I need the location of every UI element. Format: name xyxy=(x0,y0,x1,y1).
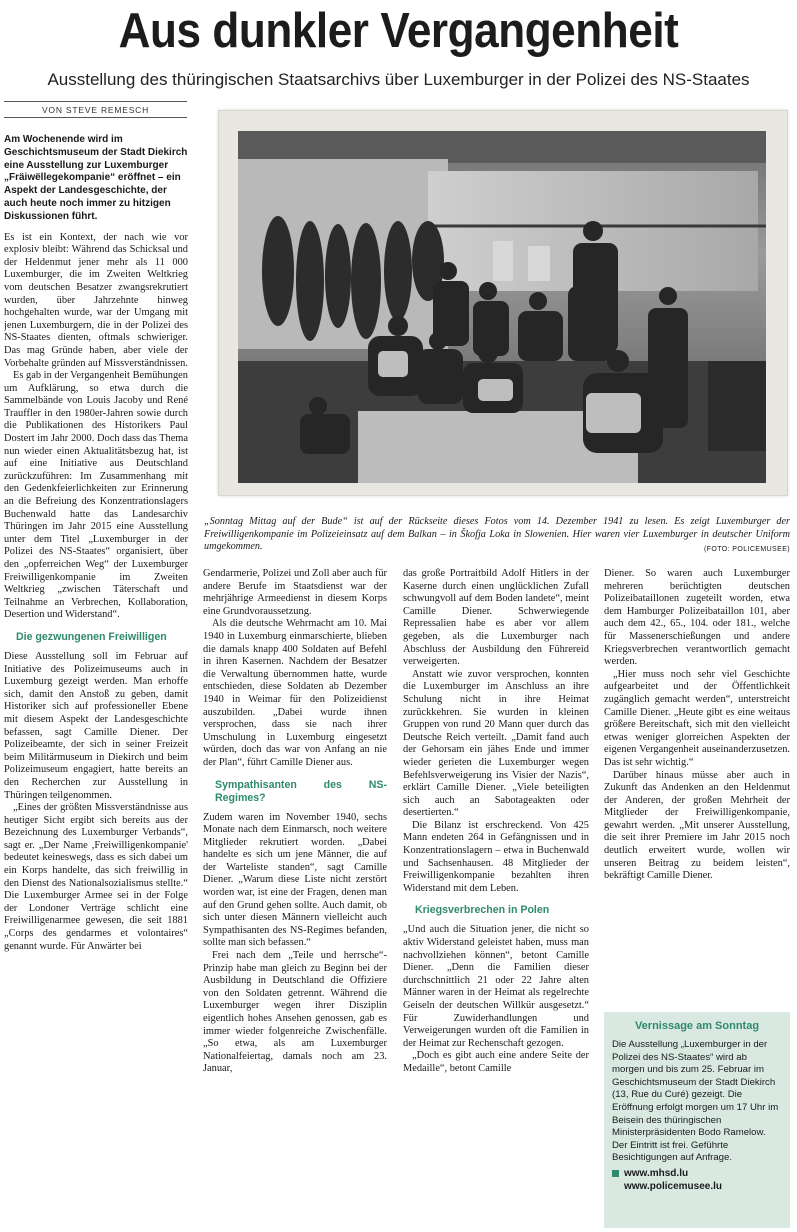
photo-caption xyxy=(204,516,790,557)
article-column-4 xyxy=(604,568,790,1008)
article-column-1 xyxy=(4,134,188,1228)
info-box-text: Die Ausstellung „Luxemburger in der Polizei des NS-Staates“ wird ab morgen und bis zum 25. Februar im Geschichtsmuseum der Stadt Diekirch (13, Rue du Curé) gezeigt. Die Eröffnung erfolgt morgen um 17 Uhr im Beisein des thüringischen Ministerpräsidenten Bodo Ramelow. Der Eintritt ist frei. Geführte Besichtigungen auf Anfrage. xyxy=(612,1039,779,1164)
paragraph: Es ist ein Kontext, der nach wie vor explosiv bleibt: Während das Schicksal und der Heldenmut jener mehr als 11 000 Luxemburger, die im Zweiten Weltkrieg vom deutschen Besatzer zwangsrekrutiert wurden, über Jahrzehnte hinweg hochgehalten wurde, war der Umgang mit jenen Luxemburgern, die in der Polizei des NS-Staates dienten, oftmals schwieriger. Das mag Gründe haben, aber viele der Vorbehalte gründen auf Missverständnissen. xyxy=(4,231,188,369)
paragraph: Gendarmerie, Polizei und Zoll aber auch für andere Berufe im Staatsdienst war der mehrjährige Armeedienst in diesem Korps eine Grundvoraussetzung. xyxy=(203,568,387,617)
link-policemusee[interactable] xyxy=(612,1180,782,1193)
section-heading: Die gezwungenen Freiwilligen xyxy=(16,630,167,643)
paragraph: Frei nach dem „Teile und herrsche“-Prinzip habe man gleich zu Beginn bei der Ausbildung in Deutschland die Offiziere von den Soldaten getrennt. Während die Luxemburger wegen ihrer Disziplin eigentlich hohes Ansehen genossen, gab es immer wieder folgenreiche Zwischenfälle. „So etwa, als am Luxemburger Nationalfeiertag, damals noch am 23. Januar, xyxy=(203,950,387,1075)
lead-paragraph: Am Wochenende wird im Geschichtsmuseum der Stadt Diekirch eine Ausstellung zur Luxemburger „Fräiwëllegekompanie“ eröffnet – ein Aspekt der Landesgeschichte, der auch heute noch immer zu hitzigen Diskussionen führt. xyxy=(4,134,188,222)
paragraph: „Und auch die Situation jener, die nicht so aktiv Widerstand geleistet haben, muss man nachvollziehen können“, betont Camille Diener. „Denn die Familien dieser durchschnittlich 21 oder 22 Jahre alten Männer waren in der Heimat als regelrechte Geiseln der deutschen Willkür ausgesetzt.“ Für Zuwiderhandlungen und Verweigerungen wurden oft die Familien in der Heimat zur Rechenschaft gezogen. xyxy=(403,924,589,1049)
photo-credit: (FOTO: POLICEMUSEE) xyxy=(703,546,790,554)
paragraph: Zudem waren im November 1940, sechs Monate nach dem Einmarsch, noch weitere Mitglieder rekrutiert worden. „Dabei handelte es sich um jene Männer, die auf der Warteliste standen“, sagt Camille Diener. „Warum diese Liste nicht zerstört worden war, ist eine der Fragen, denen man auf den Grund gehen sollte. Auch damit, ob sich unter diesen Männern vielleicht auch Sympathisanten des NS-Regimes befanden, sollte man sich befassen.“ xyxy=(203,811,387,949)
link-text: www.mhsd.lu xyxy=(624,1167,689,1179)
paragraph: das große Portraitbild Adolf Hitlers in der Kaserne durch einen unglücklichen Zufall schwungvoll auf dem Boden landete“, meint Camille Diener. Schwerwiegende Repressalien habe es aber vor allem gegeben, als die Luxemburger nach Abschluss der Ausbildung den Führereid verweigerten. xyxy=(403,568,589,668)
link-text: www.policemusee.lu xyxy=(624,1180,722,1192)
headline: Aus dunkler Vergangenheit xyxy=(118,4,679,58)
paragraph: „Hier muss noch sehr viel Geschichte aufgearbeitet und der Öffentlichkeit zugänglich gemacht werden“, unterstreicht Camille Diener. „Heute gibt es eine weitaus größere Bereitschaft, sich mit den vielleicht etwas weniger glorreichen Aspekten der eigenen Vergangenheit auseinanderzusetzen. Das ist sehr wichtig.“ xyxy=(604,668,790,768)
info-box-title: Vernissage am Sonntag xyxy=(634,1020,760,1032)
link-mhsd[interactable] xyxy=(612,1167,782,1180)
paragraph: Diener. So waren auch Luxemburger mehreren berüchtigten deutschen Polizeibataillonen zugeteilt worden, etwa dem Hamburger Polizeibataillon 101, aber auch dem 42., 65., 104. oder 181., welche für Massenerschießungen und andere Kriegsverbrechen verantwortlich gemacht werden. xyxy=(604,568,790,668)
paragraph: Darüber hinaus müsse aber auch in Zukunft das Andenken an den Heldenmut der Anderen, der großen Mehrheit der Mitglieder der Freiwilligenkompanie, gewahrt werden. „Mit unserer Ausstellung, die seit ihrer Premiere im Jahr 2015 noch deutlich erweitert wurde, wollen wir unseren Beitrag zu beidem leisten“, bekräftigt Camille Diener. xyxy=(604,769,790,882)
paragraph: Als die deutsche Wehrmacht am 10. Mai 1940 in Luxemburg einmarschierte, blieben die damals knapp 400 Soldaten auf Befehl in ihren Kasernen. Nachdem der Besatzer die Verwaltung übernommen hatte, wurde entschieden, diese Soldaten ab Dezember 1940 in Weimar für den Polizeidienst auszubilden. „Dabei wurde ihnen versprochen, dass sie nach ihrer Umschulung in Luxemburg eingesetzt würden, doch das war von Anfang an nie der Plan“, führt Camille Diener aus. xyxy=(203,618,387,768)
paragraph: „Doch es gibt auch eine andere Seite der Medaille“, betont Camille xyxy=(403,1050,589,1074)
subheadline: Ausstellung des thüringischen Staatsarchivs über Luxemburger in der Polizei des NS-Staates xyxy=(47,70,750,89)
paragraph: Anstatt wie zuvor versprochen, konnten die Luxemburger im Anschluss an ihre Schulung nicht in ihre Heimat zurückkehren. Sie wurden in kleinen Gruppen von rund 20 Mann quer durch das Deutsche Reich verteilt. „Damit fand auch der Gehorsam ein jähes Ende und immer wieder gerieten die Luxemburger wegen Befehlsverweigerung ins Visier der Nazis“, erklärt Camille Diener. „Viele beteiligten sich auch an Sabotageakten oder desertierten.“ xyxy=(403,668,589,819)
square-bullet-icon xyxy=(612,1170,619,1177)
caption-text: „Sonntag Mittag auf der Bude“ ist auf der Rückseite dieses Fotos vom 14. Dezember 1941 zu lesen. Es zeigt Luxemburger der Freiwilligenkompanie im Polizeieinsatz auf dem Balkan – in Škofja Loka in Slowenien. Hier waren vier Luxemburger in deutscher Uniform umgekommen. xyxy=(204,516,790,553)
byline: VON STEVE REMESCH xyxy=(4,101,187,118)
paragraph: Diese Ausstellung soll im Februar auf Initiative des Polizeimuseums auch in Luxemburg gezeigt werden. Man erhoffe sich, damit den Anstoß zu geben, damit Historiker sich auf professioneller Ebene mit diesem Aspekt der Landesgeschichte befassen, sagt Camille Diener. Der Polizeibeamte, der sich in seiner Freizeit beim Militärmuseum in Diekirch und beim Polizeimuseum engagiert, hatte bereits an den Recherchen zur Ausstellung in Thüringen teilgenommen. xyxy=(4,650,188,801)
article-column-2 xyxy=(203,568,387,1228)
section-heading: Kriegsverbrechen in Polen xyxy=(415,904,550,917)
historical-photo xyxy=(238,131,766,483)
paragraph: „Eines der größten Missverständnisse aus heutiger Sicht ergibt sich bereits aus der Bezeichnung des Luxemburger Verbands“, sagt er. „Der Name ,Freiwilligenkompanie' bedeutet keineswegs, dass es sich dabei um ein Korps handelte, das sich freiwillig in den Dienst des Nationalsozialismus stellte.“ Die Luxemburger Armee sei in der Folge der Londoner Verträge schlicht eine Freiwilligenarmee gewesen, die seit 1881 „Corps des gendarmes et volontaires“ genannt wurde. Für Anwärter bei xyxy=(4,802,188,952)
paragraph: Es gab in der Vergangenheit Bemühungen um Aufklärung, so etwa durch die Sammelbände von Louis Jacoby und René Trauffler in den 1980er-Jahren sowie durch die Publikationen des Historikers Paul Dostert im Jahr 2000. Doch dass das Thema nun wieder einen Aktualitätsbezug hat, ist auf eine Initiative aus Deutschland zurückzuführen: Im Zusammenhang mit den Gedenkfeierlichkeiten zur Erinnerung an die Befreiung des Konzentrationslagers Buchenwald hatte das Landesarchiv Thüringen im Jahr 2015 eine Ausstellung unter dem Titel „Luxemburger in der Polizei des NS-Staates“ organisiert, über den „opferreichen Weg“ der Luxemburger Freiwilligenkompanie im Zweiten Weltkrieg „zwischen Täterschaft und Teilnahme an Verbrechen, Kollaboration, Desertion und Widerstand“. xyxy=(4,370,188,621)
paragraph: Die Bilanz ist erschreckend. Von 425 Mann endeten 264 in Gefängnissen und in Konzentrationslagern – etwa in Buchenwald und Sachsenhausen. 48 Mitglieder der Freiwilligenkompanie bezahlten ihren Widerstand mit dem Leben. xyxy=(403,819,589,894)
info-box-links xyxy=(612,1167,782,1193)
photo-print xyxy=(218,110,788,496)
article-column-3 xyxy=(403,568,589,1228)
info-box xyxy=(604,1012,790,1228)
section-heading: Sympathisanten des NS-Regimes? xyxy=(215,778,387,804)
